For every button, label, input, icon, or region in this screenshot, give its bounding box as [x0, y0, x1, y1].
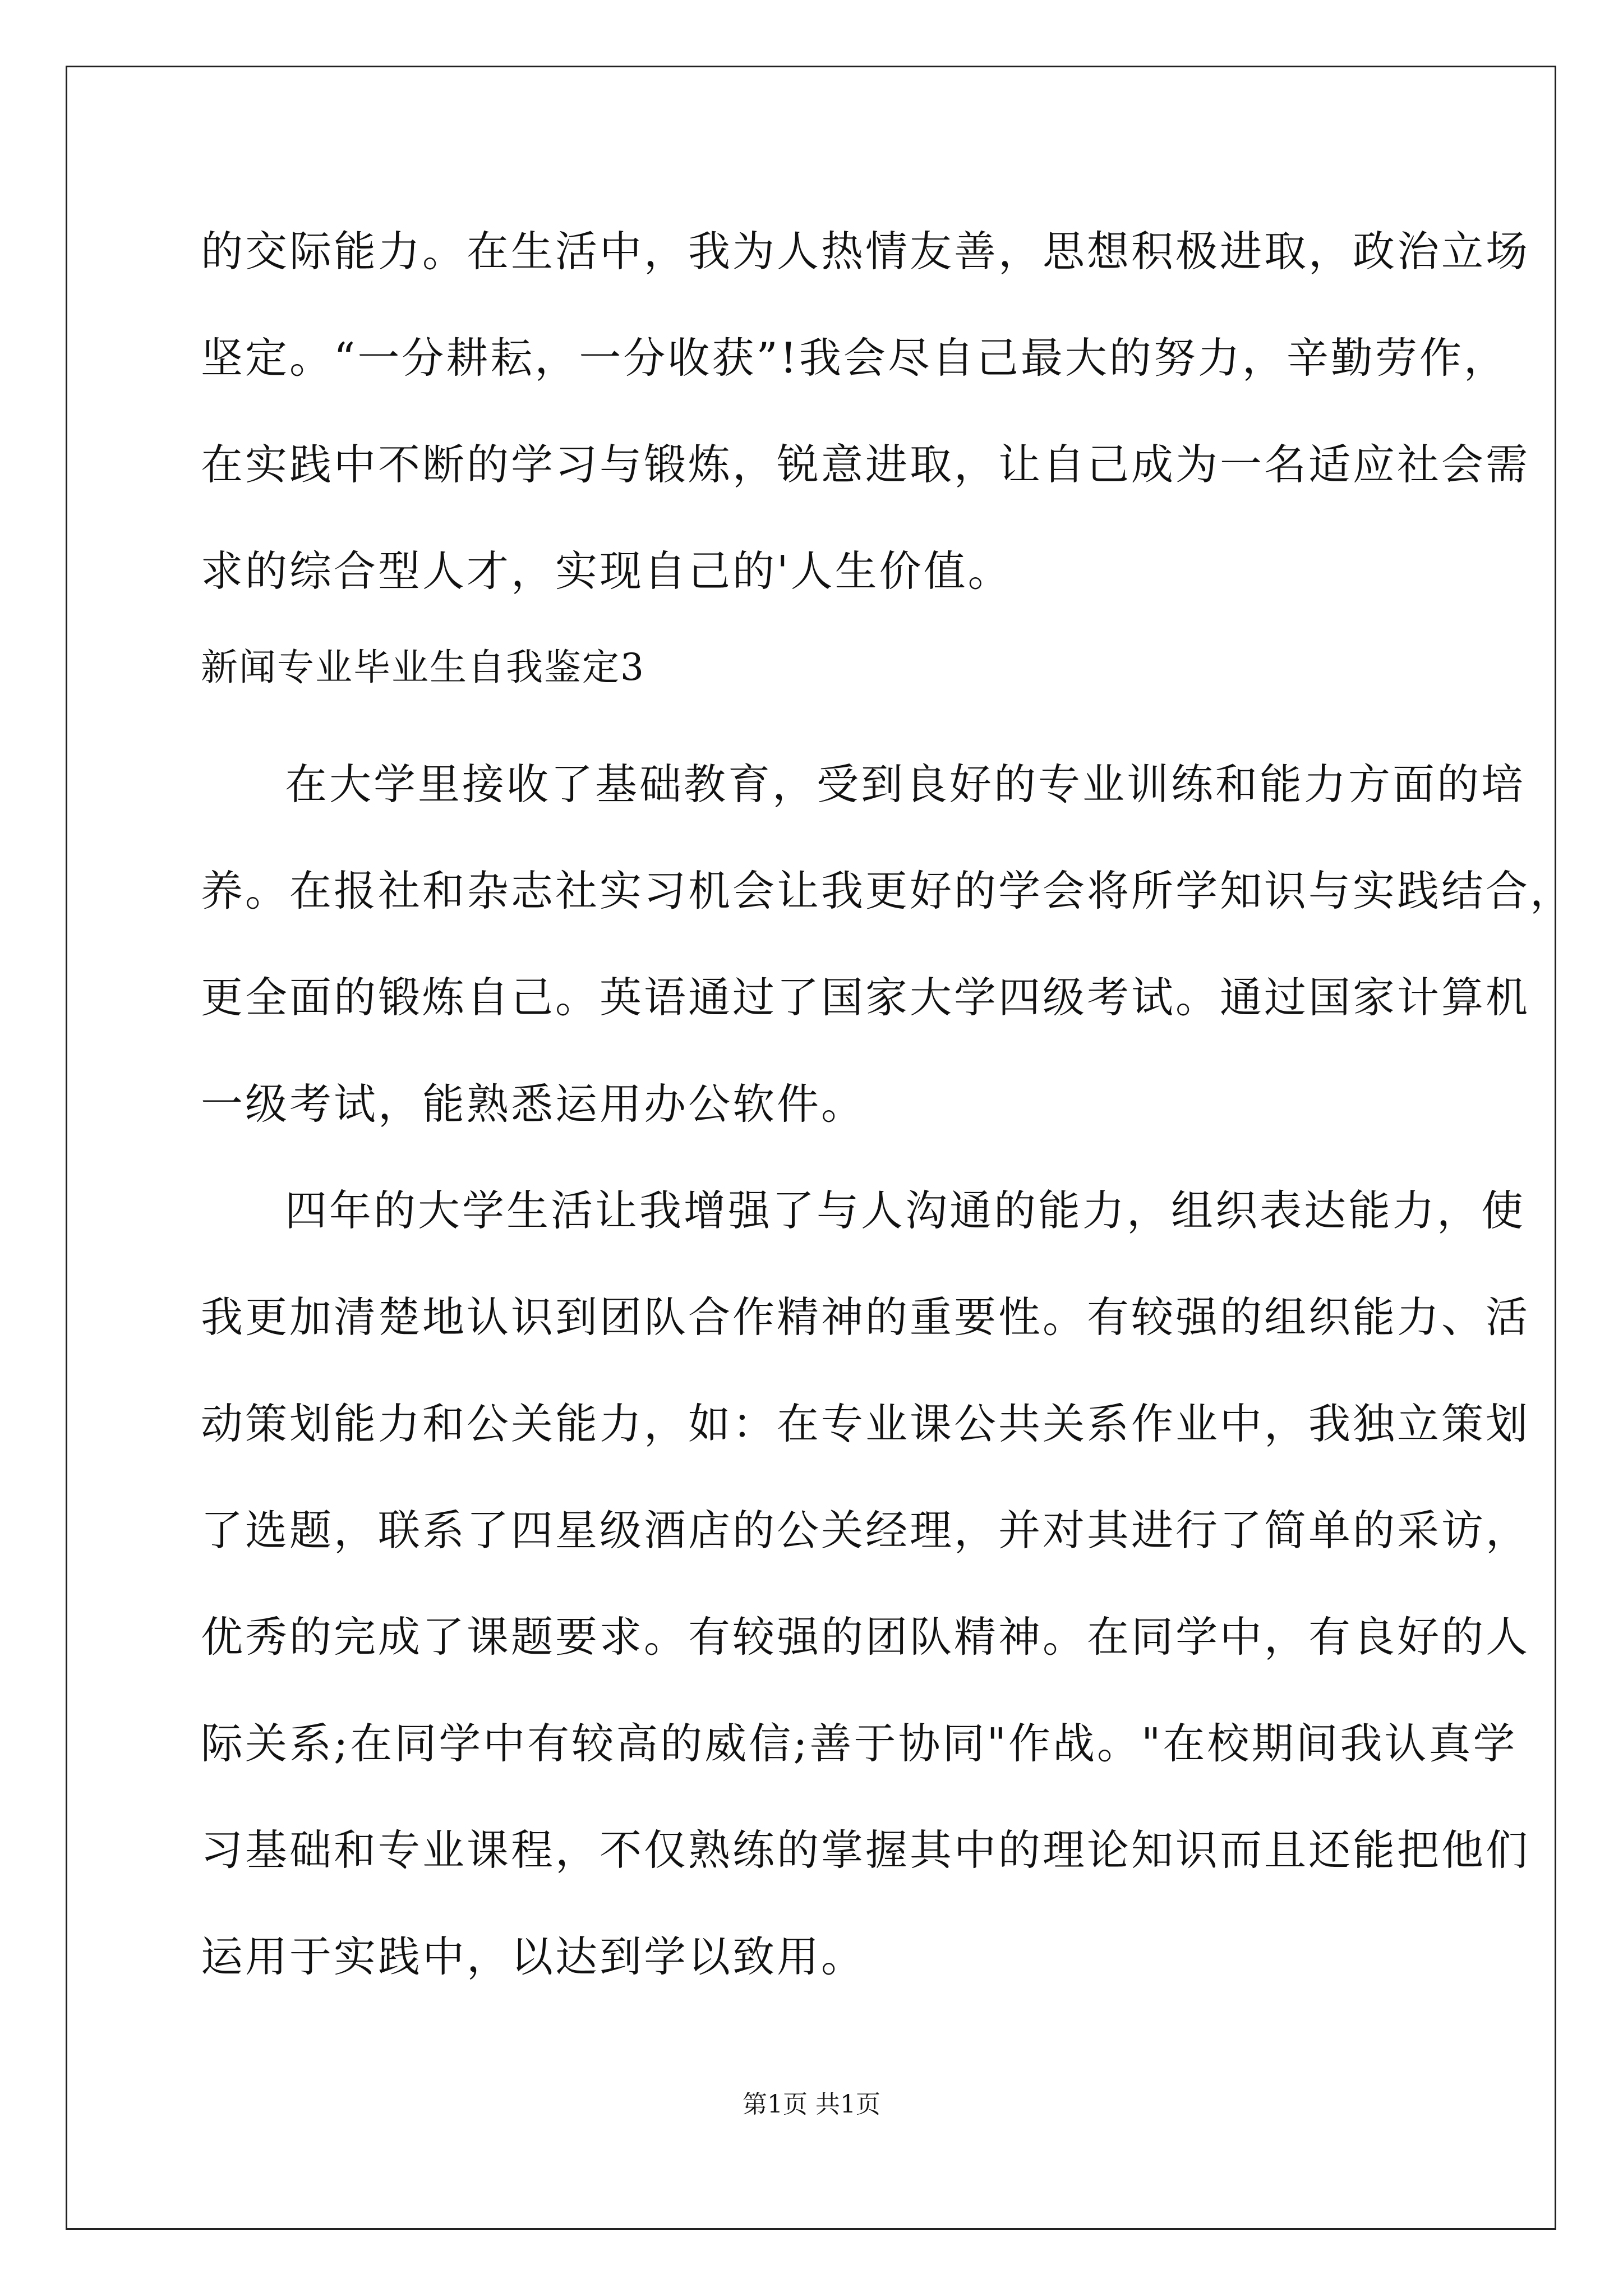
paragraph-line: 的交际能力。在生活中，我为人热情友善，思想积极进取，政治立场 [201, 227, 1530, 276]
paragraph-line: 一级考试，能熟悉运用办公软件。 [201, 1079, 866, 1129]
paragraph-line: 习基础和专业课程，不仅熟练的掌握其中的理论知识而且还能把他们 [201, 1825, 1530, 1875]
page-border [66, 66, 1556, 2230]
paragraph-line: 优秀的完成了课题要求。有较强的团队精神。在同学中，有良好的人 [201, 1612, 1530, 1662]
page-number-footer: 第1页 共1页 [743, 2090, 880, 2119]
paragraph-line: 在实践中不断的学习与锻炼，锐意进取，让自己成为一名适应社会需 [201, 440, 1530, 489]
paragraph-line: 了选题，联系了四星级酒店的公关经理，并对其进行了简单的采访， [201, 1506, 1530, 1555]
paragraph-line: 我更加清楚地认识到团队合作精神的重要性。有较强的组织能力、活 [201, 1292, 1530, 1342]
paragraph-line: 更全面的锻炼自己。英语通过了国家大学四级考试。通过国家计算机 [201, 973, 1530, 1022]
paragraph-line: 运用于实践中，以达到学以致用。 [201, 1932, 866, 1981]
paragraph-line: 养。在报社和杂志社实习机会让我更好的学会将所学知识与实践结合， [201, 866, 1575, 915]
section-heading: 新闻专业毕业生自我鉴定3 [201, 646, 645, 689]
paragraph-line: 求的综合型人才，实现自己的'人生价值。 [201, 546, 1012, 596]
paragraph-line: 在大学里接收了基础教育，受到良好的专业训练和能力方面的培 [285, 760, 1526, 809]
paragraph-line: 四年的大学生活让我增强了与人沟通的能力，组织表达能力，使 [285, 1186, 1526, 1235]
paragraph-line: 动策划能力和公关能力，如：在专业课公共关系作业中，我独立策划 [201, 1399, 1530, 1448]
paragraph-line: 际关系;在同学中有较高的威信;善于协同"作战。"在校期间我认真学 [201, 1719, 1518, 1768]
paragraph-line: 坚定。“一分耕耘，一分收获”!我会尽自己最大的努力，辛勤劳作， [201, 333, 1508, 383]
